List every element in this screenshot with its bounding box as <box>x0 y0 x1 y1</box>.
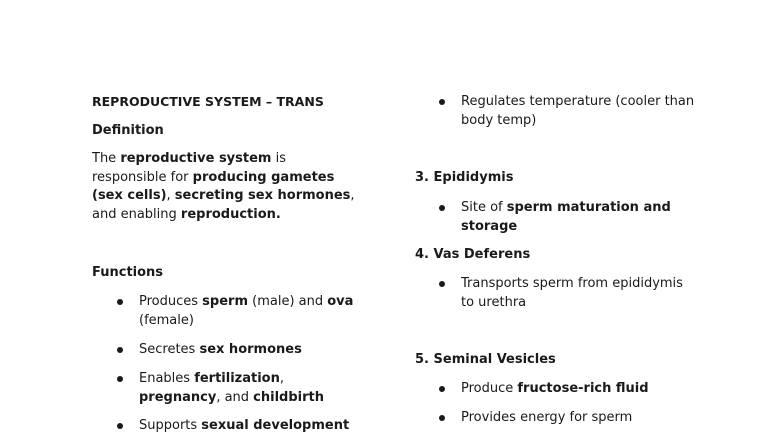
vas-deferens-item: Transports sperm from epididymis to urethra <box>461 276 683 310</box>
bullet-icon <box>439 205 445 211</box>
bullet-icon <box>439 99 445 105</box>
bullet-icon <box>117 347 123 353</box>
functions-item: Secretes sex hormones <box>139 342 302 357</box>
functions-item: Supports sexual development <box>139 418 350 433</box>
definition-heading: Definition <box>92 123 164 138</box>
seminal-vesicles-item: Produce fructose-rich fluid <box>461 381 649 396</box>
definition-paragraph: The reproductive system is responsible for producing gametes (sex cells), secreting sex hormones, and enabling reproduction. <box>92 151 355 222</box>
bullet-icon <box>439 415 445 421</box>
epididymis-heading: 3. Epididymis <box>415 170 514 185</box>
functions-heading: Functions <box>92 265 164 280</box>
functions-item: Enables fertilization, pregnancy, and childbirth <box>139 371 324 405</box>
bullet-icon <box>439 386 445 392</box>
bullet-icon <box>117 299 123 305</box>
epididymis-item: Site of sperm maturation and storage <box>461 200 671 234</box>
functions-item: Produces sperm (male) and ova (female) <box>139 294 354 328</box>
seminal-vesicles-item: Provides energy for sperm <box>461 410 633 425</box>
bullet-icon <box>117 423 123 429</box>
vas-deferens-heading: 4. Vas Deferens <box>415 247 531 262</box>
seminal-vesicles-heading: 5. Seminal Vesicles <box>415 352 556 367</box>
document-title: REPRODUCTIVE SYSTEM – TRANS <box>92 94 324 109</box>
bullet-icon <box>117 376 123 382</box>
temperature-item: Regulates temperature (cooler than body temp) <box>461 94 695 128</box>
bullet-icon <box>439 281 445 287</box>
